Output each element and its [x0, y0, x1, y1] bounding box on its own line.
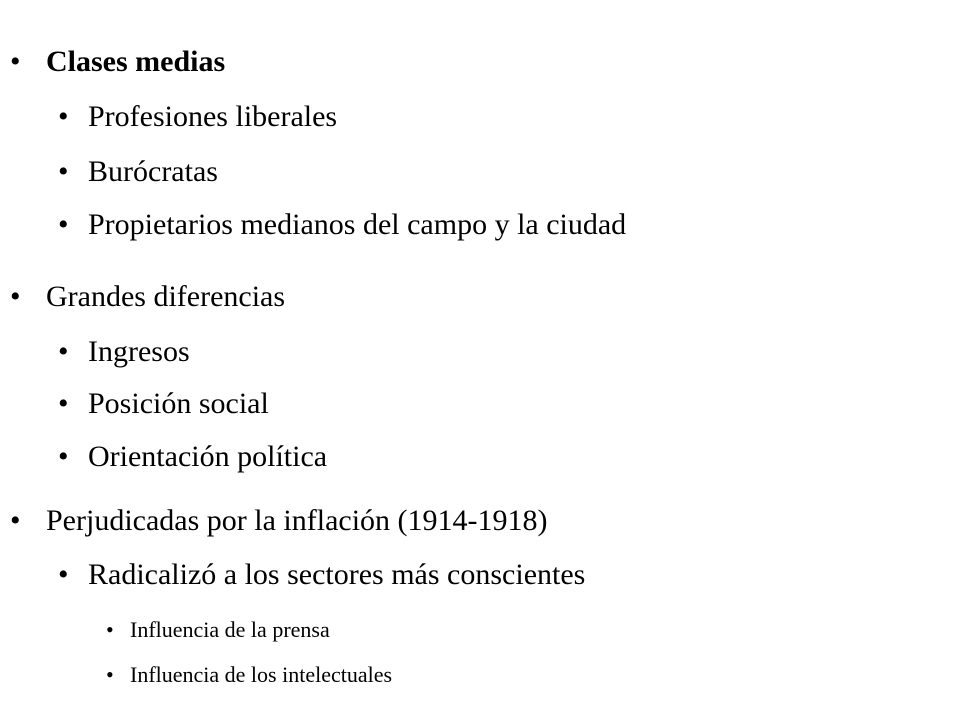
item-text: Ingresos [88, 335, 190, 368]
item-text: Orientación política [88, 440, 328, 473]
heading-text: Grandes diferencias [46, 280, 286, 313]
sub-list-item [106, 662, 393, 687]
list-item [58, 335, 190, 368]
subitem-text: Influencia de los intelectuales [130, 662, 393, 687]
heading-text: Perjudicadas por la inflación (1914-1918) [46, 504, 548, 537]
list-item [58, 558, 586, 591]
bullet: • [58, 387, 69, 420]
subitem-text: Influencia de la prensa [130, 617, 330, 642]
list-item [58, 100, 338, 133]
bullet: • [58, 440, 69, 473]
item-text: Profesiones liberales [88, 100, 338, 133]
bullet: • [58, 155, 69, 188]
item-text: Propietarios medianos del campo y la ciudad [88, 208, 627, 241]
bullet: • [106, 617, 114, 642]
list-item [58, 155, 218, 188]
list-item [58, 387, 269, 420]
list-item [58, 440, 328, 473]
section-heading [10, 504, 548, 537]
item-text: Posición social [88, 387, 269, 420]
sub-list-item [106, 617, 330, 642]
bullet: • [58, 558, 69, 591]
section-heading [10, 280, 286, 313]
bullet: • [58, 208, 69, 241]
section-heading [10, 45, 226, 78]
bullet: • [10, 45, 21, 78]
bullet: • [58, 100, 69, 133]
bullet: • [10, 280, 21, 313]
list-item [58, 208, 627, 241]
heading-text: Clases medias [46, 45, 226, 78]
bullet: • [106, 662, 114, 687]
item-text: Burócratas [88, 155, 218, 188]
bullet: • [10, 504, 21, 537]
bullet: • [58, 335, 69, 368]
item-text: Radicalizó a los sectores más conscientes [88, 558, 586, 591]
